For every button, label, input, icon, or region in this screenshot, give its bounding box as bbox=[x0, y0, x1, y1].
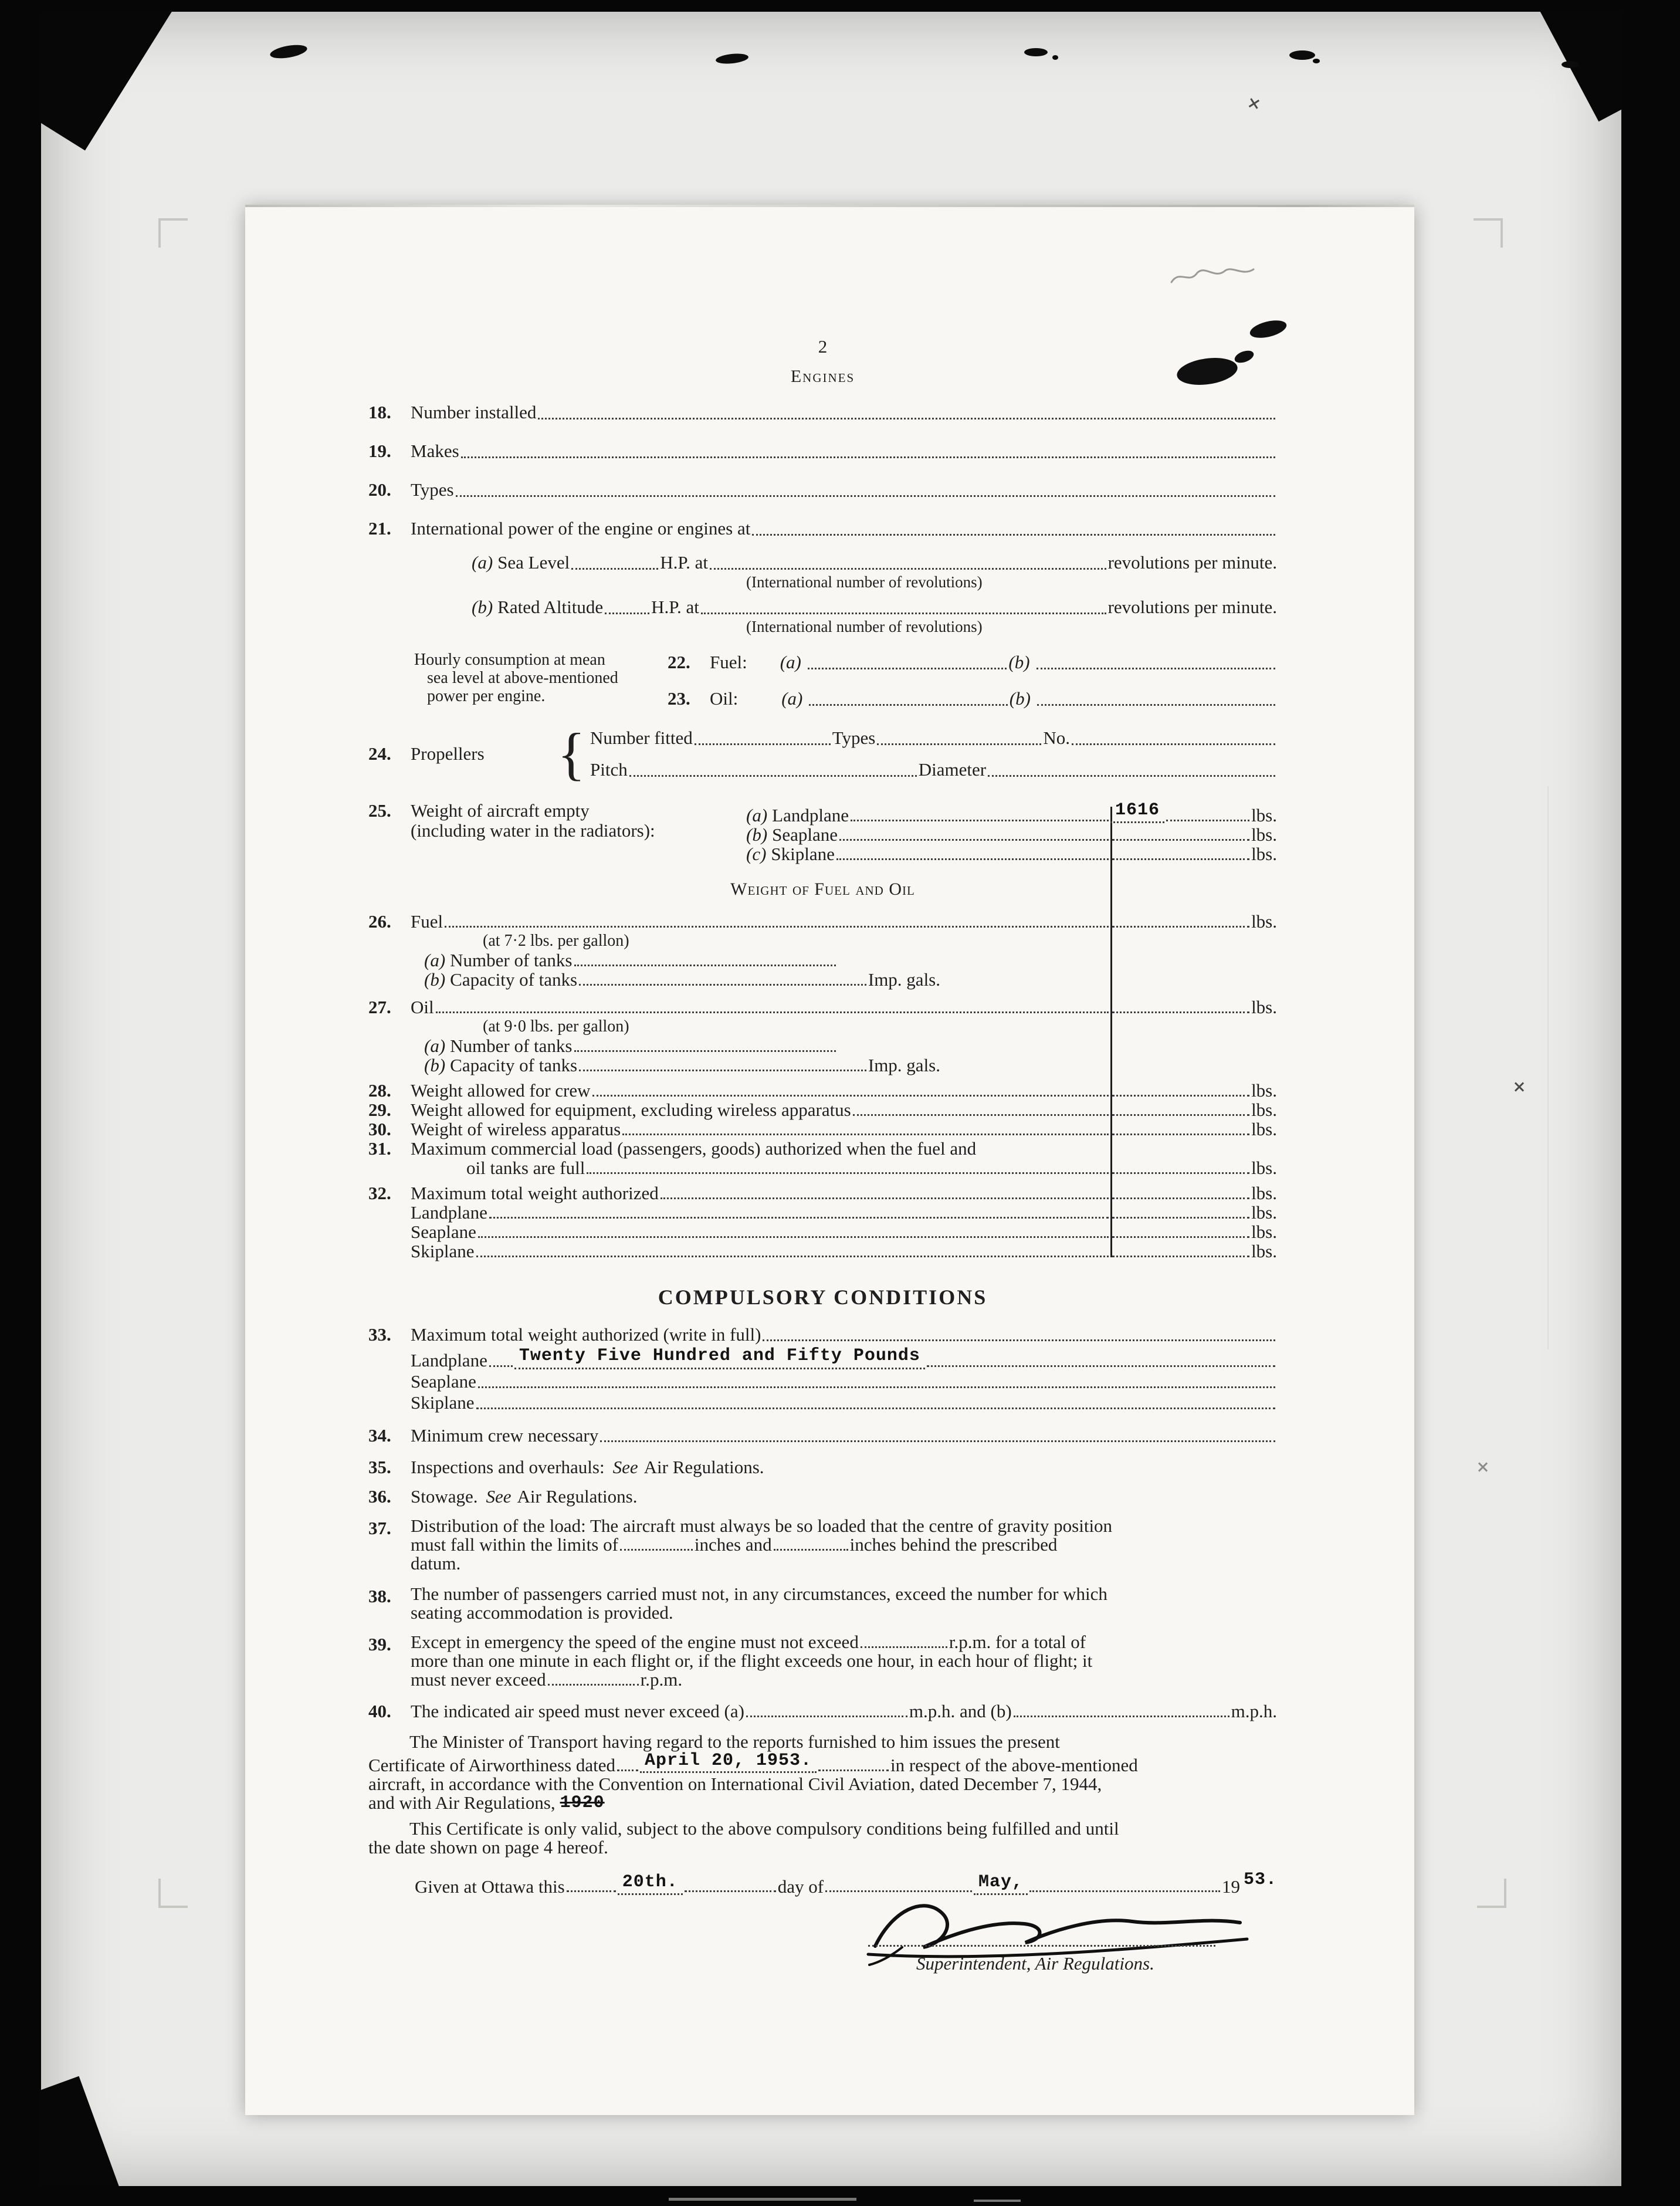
sub-item-tag: (a) bbox=[781, 688, 803, 709]
see-reference: See bbox=[486, 1486, 512, 1507]
form-item-32 bbox=[368, 1183, 1277, 1203]
pencil-x-mark bbox=[1477, 1461, 1489, 1473]
dotted-blank bbox=[746, 1716, 907, 1717]
sub-item-label: Landplane bbox=[411, 1350, 487, 1371]
unit-label: lbs. bbox=[1251, 824, 1277, 845]
hourly-consumption-caption bbox=[368, 651, 668, 705]
dotted-blank bbox=[1112, 1114, 1249, 1116]
item-label: Oil: bbox=[710, 688, 739, 709]
dotted-blank bbox=[1037, 668, 1275, 669]
form-item-34 bbox=[368, 1425, 1277, 1446]
certificate-page bbox=[245, 207, 1414, 2115]
form-content bbox=[368, 207, 1277, 1992]
form-item-33 bbox=[368, 1324, 1277, 1345]
dotted-blank bbox=[1112, 839, 1249, 841]
item-number: 25. bbox=[368, 800, 391, 821]
item-label: Makes bbox=[411, 441, 459, 461]
form-item-21b bbox=[472, 596, 1277, 619]
paragraph-line: r.p.m. for a total of bbox=[949, 1632, 1086, 1652]
field-label: Pitch bbox=[590, 759, 628, 780]
dotted-blank bbox=[436, 1011, 1109, 1013]
item-number: 27. bbox=[368, 997, 391, 1017]
item-number: 37. bbox=[368, 1518, 391, 1538]
paragraph-line: inches and bbox=[694, 1534, 772, 1555]
unit-label: lbs. bbox=[1251, 1222, 1277, 1242]
propellers-line-1 bbox=[590, 726, 1277, 750]
item-label: Air Regulations. bbox=[517, 1486, 638, 1507]
sub-item-label: Capacity of tanks bbox=[450, 1055, 578, 1075]
field-label: Diameter bbox=[918, 759, 987, 780]
sub-item-mid: H.P. at bbox=[660, 552, 709, 573]
typed-entry-year: 53. bbox=[1243, 1870, 1277, 1890]
dotted-blank bbox=[461, 456, 1275, 458]
item-label: Types bbox=[411, 479, 454, 500]
page-number: 2 bbox=[818, 336, 828, 357]
paragraph-line: This Certificate is only valid, subject to the above compulsory conditions being fulfilled and until bbox=[409, 1818, 1119, 1839]
unit-label: lbs. bbox=[1251, 844, 1277, 864]
sub-item-label: Seaplane bbox=[772, 824, 838, 845]
ink-blob bbox=[1052, 55, 1058, 60]
form-item-33-seaplane bbox=[368, 1371, 1277, 1392]
form-item-26 bbox=[368, 912, 1277, 931]
item-label: Minimum crew necessary bbox=[411, 1425, 599, 1446]
item-label: Number installed bbox=[411, 402, 537, 422]
unit-label: lbs. bbox=[1251, 1202, 1277, 1223]
see-reference: See bbox=[612, 1457, 638, 1477]
unit-label: lbs. bbox=[1251, 997, 1277, 1017]
crop-mark-top-right bbox=[1474, 218, 1503, 248]
dotted-blank bbox=[567, 1890, 616, 1892]
paragraph-line: Except in emergency the speed of the engine must not exceed bbox=[411, 1632, 859, 1652]
section-heading-compulsory-conditions: COMPULSORY CONDITIONS bbox=[658, 1285, 988, 1309]
paragraph-line: must fall within the limits of bbox=[411, 1534, 618, 1555]
section-heading-engines: Engines bbox=[790, 367, 855, 386]
form-item-39 bbox=[368, 1633, 1277, 1689]
sub-item-label: Number of tanks bbox=[450, 950, 573, 970]
dotted-blank bbox=[579, 1070, 866, 1071]
value-column-rule bbox=[1110, 807, 1112, 1257]
item-number: 23. bbox=[668, 688, 690, 709]
form-item-32-landplane bbox=[368, 1203, 1277, 1222]
item-number: 18. bbox=[368, 402, 391, 422]
item-number: 28. bbox=[368, 1080, 391, 1101]
form-item-18 bbox=[368, 401, 1277, 424]
paragraph-line: in respect of the above-mentioned bbox=[890, 1755, 1138, 1775]
sub-item-label: Skiplane bbox=[411, 1392, 475, 1413]
item-label: Air Regulations. bbox=[643, 1457, 764, 1477]
item-label: Weight allowed for crew bbox=[411, 1080, 591, 1101]
item-label: Inspections and overhauls: bbox=[411, 1457, 605, 1477]
form-item-27a bbox=[424, 1036, 838, 1055]
dotted-blank bbox=[579, 984, 866, 986]
year-prefix: 19 bbox=[1221, 1876, 1240, 1897]
sub-item-tag: (a) bbox=[424, 950, 446, 970]
dotted-blank bbox=[571, 568, 658, 570]
sub-item-mid: H.P. at bbox=[651, 597, 699, 617]
item-number: 19. bbox=[368, 441, 391, 461]
crop-mark-top-left bbox=[158, 218, 188, 248]
weight-empty-skiplane-row bbox=[746, 844, 1277, 864]
item-number: 40. bbox=[368, 1701, 391, 1721]
form-item-32-skiplane bbox=[368, 1241, 1277, 1261]
paragraph-line: more than one minute in each flight or, if the flight exceeds one hour, in each hour of flight; it bbox=[411, 1650, 1093, 1671]
form-item-26b bbox=[424, 970, 940, 989]
dotted-blank bbox=[489, 1365, 513, 1367]
form-item-33-landplane bbox=[368, 1345, 1277, 1371]
dotted-blank bbox=[538, 418, 1275, 419]
sub-item-label: Seaplane bbox=[411, 1222, 476, 1242]
typed-entry-max-weight-words: Twenty Five Hundred and Fifty Pounds bbox=[514, 1345, 925, 1369]
per-gallon-note: (at 9·0 lbs. per gallon) bbox=[483, 1017, 629, 1036]
form-item-33-skiplane bbox=[368, 1392, 1277, 1413]
field-label: Number fitted bbox=[590, 728, 693, 748]
ink-blob bbox=[1562, 61, 1579, 68]
item-number: 26. bbox=[368, 911, 391, 932]
sub-item-tag: (a) bbox=[472, 552, 493, 573]
dotted-blank bbox=[851, 820, 1109, 821]
item-number: 33. bbox=[368, 1324, 391, 1345]
dotted-blank bbox=[617, 1769, 638, 1771]
dotted-blank bbox=[1112, 1011, 1249, 1013]
given-label: day of bbox=[777, 1876, 824, 1897]
field-label: Types bbox=[832, 728, 876, 748]
dotted-blank bbox=[574, 965, 836, 966]
dotted-blank bbox=[836, 858, 1109, 860]
consumption-block bbox=[368, 651, 1277, 710]
form-item-26a bbox=[424, 950, 838, 970]
sub-item-tag: (b) bbox=[1008, 652, 1030, 672]
dotted-blank bbox=[1112, 1217, 1249, 1219]
item-label: Oil bbox=[411, 997, 434, 1017]
item-number: 32. bbox=[368, 1183, 391, 1203]
paragraph-line: inches behind the prescribed bbox=[849, 1534, 1058, 1555]
propellers-line-2 bbox=[590, 758, 1277, 781]
revolutions-note: (International number of revolutions) bbox=[746, 573, 983, 591]
item-label: Maximum commercial load (passengers, goods) authorized when the fuel and bbox=[411, 1138, 977, 1159]
caption-line: sea level at above-mentioned bbox=[427, 669, 618, 687]
form-item-21a bbox=[472, 551, 1277, 574]
paragraph-line: must never exceed bbox=[411, 1669, 546, 1690]
dotted-blank bbox=[587, 1172, 1109, 1174]
dotted-blank bbox=[592, 1095, 1109, 1097]
ink-blob bbox=[1289, 50, 1315, 60]
paragraph-line: Certificate of Airworthiness dated bbox=[368, 1755, 615, 1775]
form-item-23 bbox=[668, 687, 1277, 710]
revolutions-note: (International number of revolutions) bbox=[746, 618, 983, 635]
caption-line: Hourly consumption at mean bbox=[414, 651, 605, 669]
typed-entry-month: May, bbox=[974, 1872, 1028, 1895]
paragraph-line: r.p.m. bbox=[640, 1669, 683, 1690]
dotted-blank bbox=[605, 613, 649, 614]
item-number: 31. bbox=[368, 1138, 391, 1159]
dotted-blank bbox=[456, 495, 1275, 497]
dotted-blank bbox=[1112, 1095, 1249, 1097]
ink-asterisk-mark bbox=[1247, 96, 1261, 110]
sub-item-label: Number of tanks bbox=[450, 1036, 573, 1056]
dotted-blank bbox=[877, 743, 1041, 745]
sub-item-label: Skiplane bbox=[771, 844, 835, 864]
dotted-blank bbox=[629, 775, 917, 777]
form-item-38 bbox=[368, 1585, 1277, 1622]
paragraph-line: aircraft, in accordance with the Convention on International Civil Aviation, dated December 7, 1944, bbox=[368, 1774, 1102, 1794]
item-number: 39. bbox=[368, 1634, 391, 1654]
dotted-blank bbox=[1112, 858, 1249, 860]
item-label: International power of the engine or engines at bbox=[411, 518, 751, 539]
dotted-blank bbox=[752, 534, 1275, 536]
item-number: 24. bbox=[368, 743, 391, 764]
sub-item-tag: (b) bbox=[424, 1055, 446, 1075]
sub-item-label: Landplane bbox=[411, 1202, 487, 1223]
dotted-blank bbox=[1037, 704, 1275, 706]
ink-blob bbox=[269, 43, 309, 61]
dotted-blank bbox=[853, 1114, 1109, 1116]
signature-block bbox=[368, 1910, 1277, 1992]
sub-item-tag: (b) bbox=[424, 969, 446, 990]
sub-item-tail: revolutions per minute. bbox=[1107, 552, 1277, 573]
typed-entry-regulations-year-struck: 1920 bbox=[560, 1793, 605, 1813]
unit-label: lbs. bbox=[1251, 1099, 1277, 1120]
dotted-blank bbox=[927, 1365, 1275, 1367]
ink-blob bbox=[715, 52, 748, 65]
ink-blob bbox=[1313, 59, 1320, 63]
form-item-30 bbox=[368, 1119, 1277, 1139]
paragraph-line: Distribution of the load: The aircraft must always be so loaded that the centre of gravity position bbox=[411, 1515, 1113, 1536]
dotted-blank bbox=[1112, 1236, 1249, 1238]
weights-column-block bbox=[368, 801, 1277, 1261]
dotted-blank bbox=[988, 775, 1275, 777]
signature-title: Superintendent, Air Regulations. bbox=[916, 1953, 1154, 1974]
sub-item-tail: revolutions per minute. bbox=[1107, 597, 1277, 617]
item-label: Maximum total weight authorized bbox=[411, 1183, 659, 1203]
paragraph-line: and with Air Regulations, bbox=[368, 1792, 556, 1813]
item-number: 35. bbox=[368, 1457, 391, 1477]
dotted-blank bbox=[1072, 743, 1275, 745]
sub-item-label: Landplane bbox=[772, 805, 849, 825]
sub-item-tag: (b) bbox=[472, 597, 493, 617]
caption-line: power per engine. bbox=[427, 687, 546, 705]
dotted-blank bbox=[620, 1549, 693, 1551]
unit-label: lbs. bbox=[1251, 805, 1277, 825]
sub-item-label: Capacity of tanks bbox=[450, 969, 578, 990]
pencil-x-mark bbox=[1513, 1081, 1525, 1092]
sub-item-label: Rated Altitude bbox=[497, 597, 604, 617]
given-label: Given at Ottawa this bbox=[415, 1876, 565, 1897]
unit-label: lbs. bbox=[1251, 1183, 1277, 1203]
per-gallon-note: (at 7·2 lbs. per gallon) bbox=[483, 932, 629, 950]
unit-label: m.p.h. bbox=[1231, 1701, 1277, 1721]
item-label: (including water in the radiators): bbox=[411, 820, 655, 841]
dotted-blank bbox=[478, 1386, 1275, 1388]
signature-dotted-line bbox=[868, 1945, 1215, 1947]
item-number: 29. bbox=[368, 1099, 391, 1120]
brace-glyph: { bbox=[557, 721, 585, 786]
sub-item-tag: (a) bbox=[780, 652, 801, 672]
weight-empty-landplane-row bbox=[746, 801, 1277, 825]
dotted-blank bbox=[685, 1890, 776, 1892]
paper-crease bbox=[1547, 786, 1549, 1349]
form-item-36 bbox=[368, 1486, 1277, 1507]
form-item-31 bbox=[368, 1139, 1277, 1158]
paragraph-line: The number of passengers carried must not, in any circumstances, exceed the number for which bbox=[411, 1584, 1107, 1604]
sub-item-label: Skiplane bbox=[411, 1241, 475, 1261]
item-label: Maximum total weight authorized (write in full) bbox=[411, 1324, 761, 1345]
field-label: No. bbox=[1043, 728, 1071, 748]
form-item-27b bbox=[424, 1055, 940, 1075]
form-item-21 bbox=[368, 517, 1277, 540]
form-item-32-seaplane bbox=[368, 1222, 1277, 1241]
dotted-blank bbox=[774, 1549, 848, 1551]
dotted-blank bbox=[861, 1646, 947, 1648]
dotted-blank bbox=[710, 568, 1106, 570]
unit-label: lbs. bbox=[1251, 1080, 1277, 1101]
paragraph-line: the date shown on page 4 hereof. bbox=[368, 1837, 608, 1857]
photostat-background bbox=[41, 12, 1621, 2186]
form-item-28 bbox=[368, 1081, 1277, 1100]
form-item-27 bbox=[368, 997, 1277, 1017]
sub-item-label: Sea Level bbox=[497, 552, 570, 573]
dotted-blank bbox=[818, 1769, 889, 1771]
item-number: 30. bbox=[368, 1119, 391, 1139]
torn-corner-top-left bbox=[41, 12, 175, 151]
dotted-blank bbox=[1112, 1256, 1249, 1257]
item-number: 22. bbox=[668, 652, 690, 672]
item-label: Propellers bbox=[411, 743, 485, 764]
form-item-22 bbox=[668, 651, 1277, 674]
form-item-25 bbox=[368, 801, 1277, 864]
item-label: Fuel bbox=[411, 911, 443, 932]
dotted-blank bbox=[476, 1256, 1109, 1257]
form-item-24 bbox=[368, 721, 1277, 786]
paragraph-line: seating accommodation is provided. bbox=[411, 1602, 673, 1623]
dotted-blank bbox=[1166, 820, 1249, 821]
dotted-blank bbox=[808, 668, 1007, 669]
item-number: 38. bbox=[368, 1586, 391, 1606]
form-item-35 bbox=[368, 1457, 1277, 1478]
dotted-blank bbox=[839, 839, 1109, 841]
weight-empty-seaplane-row bbox=[746, 825, 1277, 844]
dotted-blank bbox=[1112, 1197, 1249, 1199]
paragraph-line: The Minister of Transport having regard to the reports furnished to him issues the present bbox=[409, 1731, 1060, 1752]
dotted-blank bbox=[1112, 926, 1249, 928]
paragraph-line: datum. bbox=[411, 1553, 461, 1574]
scan-artifact-dash bbox=[669, 2198, 856, 2201]
unit-label: lbs. bbox=[1251, 911, 1277, 932]
item-label: Weight allowed for equipment, excluding wireless apparatus bbox=[411, 1099, 851, 1120]
unit-label: Imp. gals. bbox=[868, 969, 940, 990]
item-number: 21. bbox=[368, 518, 391, 539]
dotted-blank bbox=[661, 1197, 1109, 1199]
form-item-20 bbox=[368, 478, 1277, 502]
torn-corner-bottom-left bbox=[41, 2076, 131, 2186]
ink-blob bbox=[1024, 48, 1048, 56]
sub-item-tag: (a) bbox=[746, 805, 768, 825]
sub-item-tag: (b) bbox=[746, 824, 768, 845]
dotted-blank bbox=[1112, 1134, 1249, 1135]
validity-paragraph bbox=[368, 1819, 1277, 1857]
dotted-blank bbox=[574, 1050, 836, 1052]
item-label: Fuel: bbox=[710, 652, 747, 672]
item-label: The indicated air speed must never exceed (a) bbox=[411, 1701, 744, 1721]
typed-entry-certificate-date: April 20, 1953. bbox=[640, 1751, 817, 1773]
typed-entry-day: 20th. bbox=[618, 1872, 683, 1895]
item-label: m.p.h. and (b) bbox=[909, 1701, 1012, 1721]
unit-label: lbs. bbox=[1251, 1241, 1277, 1261]
dotted-blank bbox=[622, 1134, 1109, 1135]
dotted-blank bbox=[701, 613, 1106, 614]
dotted-blank bbox=[445, 926, 1109, 928]
form-item-40 bbox=[368, 1702, 1277, 1721]
sub-item-tag: (b) bbox=[1009, 688, 1031, 709]
item-label: Stowage. bbox=[411, 1486, 478, 1507]
item-label: Weight of aircraft empty bbox=[411, 800, 590, 821]
form-item-19 bbox=[368, 439, 1277, 463]
crop-mark-bottom-right bbox=[1477, 1879, 1506, 1908]
form-item-37 bbox=[368, 1517, 1277, 1573]
form-item-29 bbox=[368, 1100, 1277, 1119]
item-number: 34. bbox=[368, 1425, 391, 1446]
dotted-blank bbox=[1014, 1716, 1229, 1717]
dotted-blank bbox=[478, 1236, 1109, 1238]
dotted-blank bbox=[763, 1339, 1275, 1341]
dotted-blank bbox=[1112, 1172, 1249, 1174]
item-label: oil tanks are full bbox=[466, 1158, 585, 1178]
unit-label: lbs. bbox=[1251, 1158, 1277, 1178]
unit-label: lbs. bbox=[1251, 1119, 1277, 1139]
typed-entry-empty-weight: 1616 bbox=[1110, 801, 1164, 823]
dotted-blank bbox=[695, 743, 831, 745]
sub-item-tag: (c) bbox=[746, 844, 767, 864]
dotted-blank bbox=[548, 1684, 639, 1686]
scan-artifact-dash bbox=[974, 2200, 1021, 2202]
dotted-blank bbox=[600, 1440, 1275, 1442]
dotted-blank bbox=[809, 704, 1007, 706]
section-heading-weight-fuel-oil: Weight of Fuel and Oil bbox=[730, 879, 915, 899]
unit-label: Imp. gals. bbox=[868, 1055, 940, 1075]
form-item-31-line2 bbox=[466, 1158, 1277, 1178]
item-number: 36. bbox=[368, 1486, 391, 1507]
crop-mark-bottom-left bbox=[158, 1879, 188, 1908]
sub-item-tag: (a) bbox=[424, 1036, 446, 1056]
sub-item-label: Seaplane bbox=[411, 1371, 476, 1392]
item-number: 20. bbox=[368, 479, 391, 500]
dotted-blank bbox=[489, 1217, 1109, 1219]
minister-paragraph bbox=[368, 1733, 1277, 1812]
item-label: Weight of wireless apparatus bbox=[411, 1119, 621, 1139]
dotted-blank bbox=[476, 1407, 1276, 1409]
